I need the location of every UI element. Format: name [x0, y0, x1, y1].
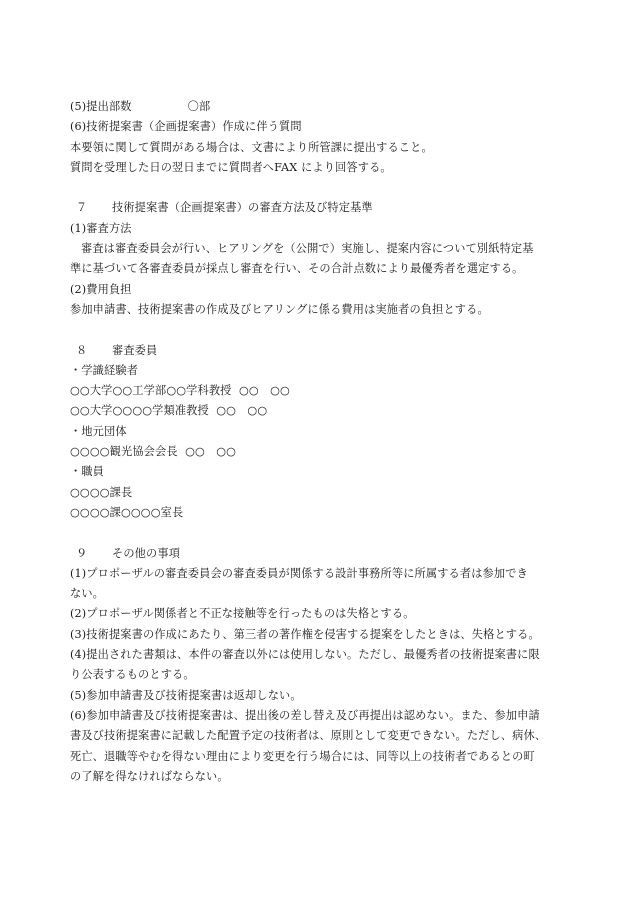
paragraph-line: 準に基づいて各審査委員が採点し審査を行い、その合計点数により最優秀者を選定する。: [70, 262, 524, 276]
section-9: [70, 544, 570, 788]
committee-group-label: ・学識経験者: [70, 363, 139, 377]
member-name: ○○ ○○: [238, 384, 290, 398]
member-affiliation: ○○大学○○工学部○○学科教授: [70, 384, 232, 398]
list-item-line: 書及び技術提案書に記載した配置予定の技術者は、原則として変更できない。ただし、病休、: [70, 729, 547, 743]
list-item-line: (3)技術提案書の作成にあたり、第三者の著作権を侵害する提案をしたときは、失格とする。: [70, 627, 540, 641]
section-8: [70, 341, 570, 524]
subsection-label: (1)審査方法: [70, 221, 132, 235]
section-title: 審査委員: [112, 343, 158, 357]
committee-member: [70, 442, 570, 462]
list-item-line: 死亡、退職等やむを得ない理由により変更を行う場合には、同等以上の技術者であるとの町: [70, 749, 535, 763]
list-item-line: り公表するものとする。: [70, 668, 195, 682]
committee-member: ○○○○課長: [70, 485, 133, 499]
member-affiliation: ○○大学○○○○学類准教授: [70, 404, 209, 418]
list-item-line: (6)参加申請書及び技術提案書は、提出後の差し替え及び再提出は認めない。また、参加申請: [70, 708, 540, 722]
list-item-line: の了解を得なければならない。: [70, 769, 229, 783]
committee-member: ○○○○課○○○○室長: [70, 505, 184, 519]
list-item-line: (4)提出された書類は、本件の審査以外には使用しない。ただし、最優秀者の技術提案書に限: [70, 648, 540, 662]
list-item-line: ない。: [70, 587, 105, 601]
section-heading: [70, 544, 570, 564]
submission-copies-label: (5)提出部数: [70, 100, 132, 113]
paragraph-line: 審査は審査委員会が行い、ヒアリングを（公開で）実施し、提案内容について別紙特定基: [81, 242, 534, 256]
subsection-label: (2)費用負担: [70, 282, 132, 296]
section-title: その他の事項: [112, 546, 181, 560]
question-text-line: 質問を受理した日の翌日までに質問者へFAX により回答する。: [70, 160, 392, 174]
section-6-continuation: [70, 97, 570, 178]
committee-group-label: ・地元団体: [70, 424, 127, 438]
section-title: 技術提案書（企画提案書）の審査方法及び特定基準: [112, 201, 373, 215]
submission-copies-line: [70, 97, 570, 117]
committee-group-label: ・職員: [70, 465, 105, 479]
member-name: ○○ ○○: [185, 445, 237, 459]
member-affiliation: ○○○○観光協会会長: [70, 445, 178, 459]
committee-member: [70, 381, 570, 401]
section-heading: [70, 198, 570, 218]
section-number: ８: [76, 343, 88, 357]
section-heading: [70, 341, 570, 361]
section-number: ７: [76, 201, 88, 215]
section-number: ９: [76, 546, 88, 560]
document-page: [70, 97, 570, 787]
paragraph-line: 参加申請書、技術提案書の作成及びヒアリングに係る費用は実施者の負担とする。: [70, 302, 489, 316]
question-text-line: 本要領に関して質問がある場合は、文書により所管課に提出すること。: [70, 140, 433, 154]
committee-member: [70, 401, 570, 421]
member-name: ○○ ○○: [216, 404, 268, 418]
section-7: [70, 198, 570, 320]
submission-copies-value: 〇部: [187, 100, 211, 113]
question-heading: (6)技術提案書（企画提案書）作成に伴う質問: [70, 120, 302, 134]
list-item-line: (1)プロポーザルの審査委員会の審査委員が関係する設計事務所等に所属する者は参加でき: [70, 566, 528, 580]
list-item-line: (5)参加申請書及び技術提案書は返却しない。: [70, 688, 302, 702]
list-item-line: (2)プロポーザル関係者と不正な接触等を行ったものは失格とする。: [70, 607, 415, 621]
